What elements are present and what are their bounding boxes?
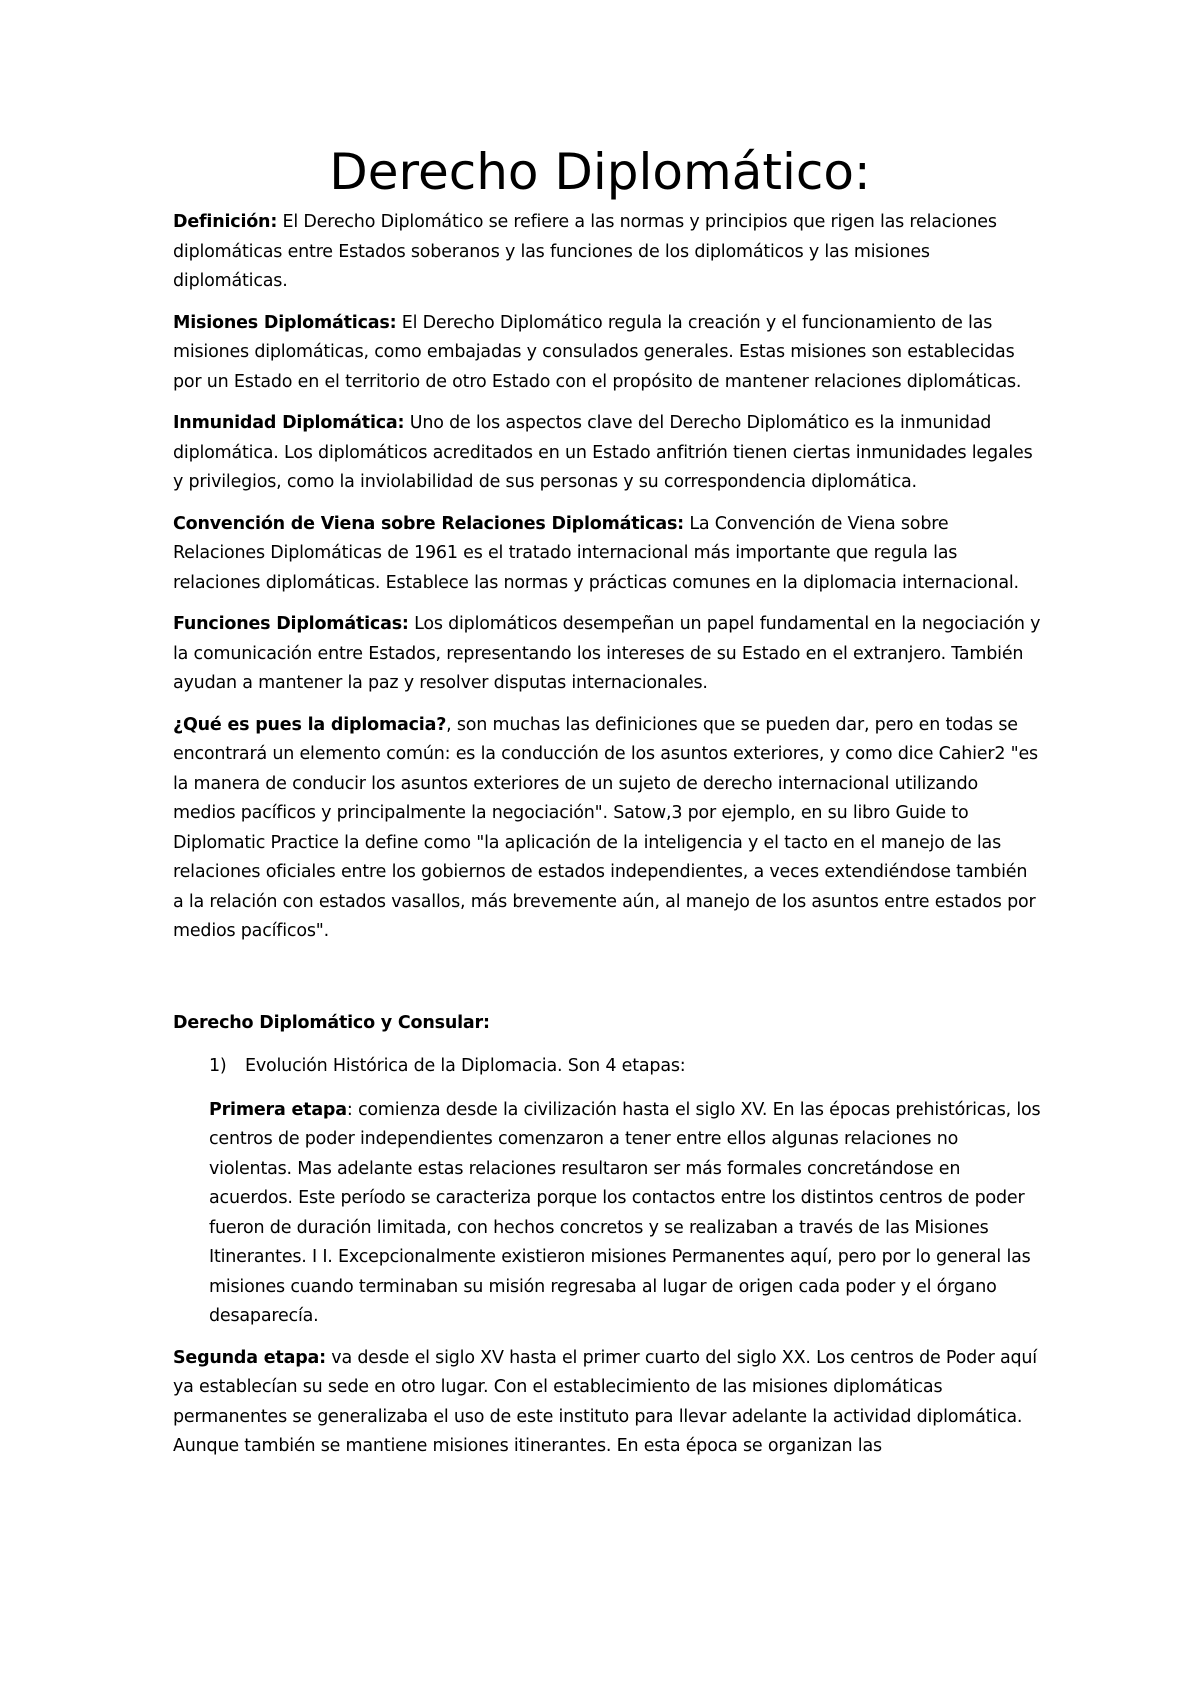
paragraph-label: Definición: xyxy=(173,212,278,232)
paragraph-que-es-diplomacia xyxy=(173,711,1043,947)
list-number: 1) xyxy=(209,1056,227,1076)
paragraph-convencion xyxy=(173,510,1043,599)
paragraph-label: ¿Qué es pues la diplomacia? xyxy=(173,714,447,735)
paragraph-label: Convención de Viena sobre Relaciones Diplomáticas: xyxy=(173,513,684,534)
paragraph-funciones xyxy=(173,610,1043,699)
document-title: Derecho Diplomático: xyxy=(329,143,871,201)
document-body xyxy=(173,208,1043,1474)
paragraph-label: Misiones Diplomáticas: xyxy=(173,312,397,333)
paragraph-text: Los diplomáticos desempeñan un papel fundamental en la negociación y la comunicación entre Estados, representando los intereses de su Estado en el extranjero. También ayudan a mantener la paz y resolver disputas internacionales. xyxy=(173,614,1041,693)
paragraph-label: Funciones Diplomáticas: xyxy=(173,614,409,634)
paragraph-label: Primera etapa xyxy=(209,1099,347,1120)
paragraph-colon: : xyxy=(346,1099,353,1120)
section-heading: Derecho Diplomático y Consular: xyxy=(173,1012,490,1033)
paragraph-text: El Derecho Diplomático se refiere a las normas y principios que rigen las relaciones diplomáticas entre Estados soberanos y las funciones de los diplomáticos y las misiones diplomáticas. xyxy=(173,212,997,291)
paragraph-text: comienza desde la civilización hasta el siglo XV. En las épocas prehistóricas, los centros de poder independientes comenzaron a tener entre ellos algunas relaciones no violentas. Mas adelante estas relaciones resultaron ser más formales concretándose en acuerdos. Este período se caracteriza porque los contactos entre los distintos centros de poder fueron de duración limitada, con hechos concretos y se realizaban a través de las Misiones Itinerantes. I I. Excepcionalmente existieron misiones Permanentes aquí, pero por lo general las misiones cuando terminaban su misión regresaba al lugar de origen cada poder y el órgano desaparecía. xyxy=(209,1099,1041,1326)
list-item-text: Evolución Histórica de la Diplomacia. Son 4 etapas: xyxy=(245,1056,686,1076)
paragraph-label: Segunda etapa: xyxy=(173,1347,326,1368)
paragraph-definicion xyxy=(173,208,1043,297)
paragraph-primera-etapa xyxy=(209,1096,1043,1332)
paragraph-text: va desde el siglo XV hasta el primer cuarto del siglo XX. Los centros de Poder aquí ya establecían su sede en otro lugar. Con el establecimiento de las misiones diplomáticas permanentes se generalizaba el uso de este instituto para llevar adelante la actividad diplomática. Aunque también se mantiene misiones itinerantes. En esta época se organizan las xyxy=(173,1347,1037,1456)
paragraph-text: Uno de los aspectos clave del Derecho Diplomático es la inmunidad diplomática. Los diplomáticos acreditados en un Estado anfitrión tienen ciertas inmunidades legales y privilegios, como la inviolabilidad de sus personas y su correspondencia diplomática. xyxy=(173,413,1033,492)
paragraph-text: , son muchas las definiciones que se pueden dar, pero en todas se encontrará un elemento común: es la conducción de los asuntos exteriores, y como dice Cahier2 "es la manera de conducir los asuntos exteriores de un sujeto de derecho internacional utilizando medios pacíficos y principalmente la negociación". Satow,3 por ejemplo, en su libro Guide to Diplomatic Practice la define como "la aplicación de la inteligencia y el tacto en el manejo de las relaciones oficiales entre los gobiernos de estados independientes, a veces extendiéndose también a la relación con estados vasallos, más brevemente aún, al manejo de los asuntos entre estados por medios pacíficos". xyxy=(173,714,1038,941)
paragraph-segunda-etapa xyxy=(173,1344,1043,1462)
paragraph-text: El Derecho Diplomático regula la creación y el funcionamiento de las misiones diplomáticas, como embajadas y consulados generales. Estas misiones son establecidas por un Estado en el territorio de otro Estado con el propósito de mantener relaciones diplomáticas. xyxy=(173,312,1022,392)
paragraph-text: La Convención de Viena sobre Relaciones Diplomáticas de 1961 es el tratado internacional más importante que regula las relaciones diplomáticas. Establece las normas y prácticas comunes en la diplomacia internacional. xyxy=(173,513,1019,593)
paragraph-inmunidad xyxy=(173,409,1043,498)
list-item xyxy=(209,1052,1043,1082)
paragraph-label: Inmunidad Diplomática: xyxy=(173,413,405,433)
paragraph-misiones xyxy=(173,309,1043,398)
